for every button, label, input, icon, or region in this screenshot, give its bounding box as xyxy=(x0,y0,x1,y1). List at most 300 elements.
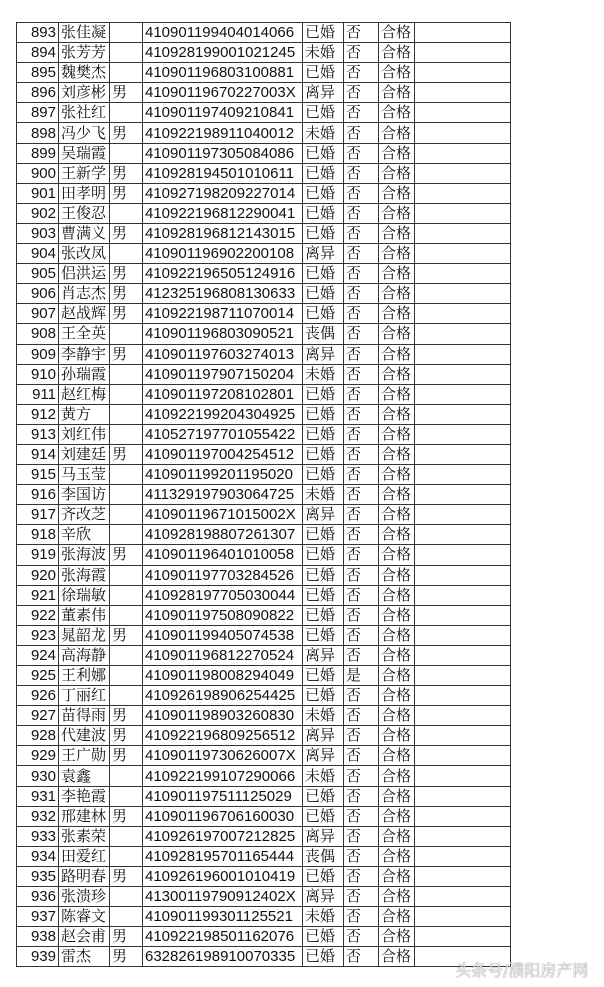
remark-cell xyxy=(415,766,511,786)
name-cell: 高海静 xyxy=(59,645,110,665)
table-row xyxy=(17,103,511,123)
id-number-cell: 410901197208102801 xyxy=(143,384,303,404)
row-number: 923 xyxy=(17,625,59,645)
name-cell: 陈睿文 xyxy=(59,907,110,927)
gender-cell xyxy=(110,585,143,605)
name-cell: 张海波 xyxy=(59,545,110,565)
marital-status-cell: 已婚 xyxy=(303,525,344,545)
row-number: 939 xyxy=(17,947,59,967)
flag-cell: 否 xyxy=(344,304,379,324)
row-number: 912 xyxy=(17,404,59,424)
table-row xyxy=(17,645,511,665)
name-cell: 邢建林 xyxy=(59,806,110,826)
result-cell: 合格 xyxy=(379,706,415,726)
table-row xyxy=(17,826,511,846)
id-number-cell: 410928198807261307 xyxy=(143,525,303,545)
marital-status-cell: 已婚 xyxy=(303,444,344,464)
flag-cell: 否 xyxy=(344,846,379,866)
gender-cell: 男 xyxy=(110,746,143,766)
result-cell: 合格 xyxy=(379,244,415,264)
marital-status-cell: 已婚 xyxy=(303,786,344,806)
name-cell: 赵战辉 xyxy=(59,304,110,324)
row-number: 921 xyxy=(17,585,59,605)
flag-cell: 否 xyxy=(344,404,379,424)
gender-cell xyxy=(110,424,143,444)
marital-status-cell: 离异 xyxy=(303,887,344,907)
marital-status-cell: 已婚 xyxy=(303,806,344,826)
remark-cell xyxy=(415,465,511,485)
gender-cell: 男 xyxy=(110,123,143,143)
id-number-cell: 41090119730626007X xyxy=(143,746,303,766)
gender-cell xyxy=(110,203,143,223)
result-cell: 合格 xyxy=(379,545,415,565)
result-cell: 合格 xyxy=(379,585,415,605)
remark-cell xyxy=(415,585,511,605)
marital-status-cell: 未婚 xyxy=(303,766,344,786)
table-row xyxy=(17,485,511,505)
flag-cell: 否 xyxy=(344,324,379,344)
flag-cell: 否 xyxy=(344,103,379,123)
gender-cell xyxy=(110,63,143,83)
table-row xyxy=(17,866,511,886)
marital-status-cell: 已婚 xyxy=(303,545,344,565)
remark-cell xyxy=(415,666,511,686)
row-number: 920 xyxy=(17,565,59,585)
result-cell: 合格 xyxy=(379,786,415,806)
name-cell: 黄方 xyxy=(59,404,110,424)
row-number: 895 xyxy=(17,63,59,83)
id-number-cell: 410928199001021245 xyxy=(143,43,303,63)
id-number-cell: 410527197701055422 xyxy=(143,424,303,444)
table-row xyxy=(17,746,511,766)
row-number: 898 xyxy=(17,123,59,143)
id-number-cell: 410928195701165444 xyxy=(143,846,303,866)
gender-cell xyxy=(110,324,143,344)
name-cell: 李艳霞 xyxy=(59,786,110,806)
id-number-cell: 410901196706160030 xyxy=(143,806,303,826)
result-cell: 合格 xyxy=(379,605,415,625)
gender-cell: 男 xyxy=(110,545,143,565)
result-cell: 合格 xyxy=(379,485,415,505)
flag-cell: 否 xyxy=(344,465,379,485)
row-number: 933 xyxy=(17,826,59,846)
result-cell: 合格 xyxy=(379,23,415,43)
name-cell: 晁韶龙 xyxy=(59,625,110,645)
gender-cell xyxy=(110,404,143,424)
flag-cell: 否 xyxy=(344,786,379,806)
flag-cell: 否 xyxy=(344,364,379,384)
remark-cell xyxy=(415,866,511,886)
applicant-table xyxy=(16,22,511,967)
result-cell: 合格 xyxy=(379,123,415,143)
gender-cell: 男 xyxy=(110,304,143,324)
gender-cell xyxy=(110,565,143,585)
table-row xyxy=(17,846,511,866)
table-row xyxy=(17,625,511,645)
name-cell: 冯少飞 xyxy=(59,123,110,143)
marital-status-cell: 未婚 xyxy=(303,364,344,384)
gender-cell xyxy=(110,525,143,545)
result-cell: 合格 xyxy=(379,887,415,907)
remark-cell xyxy=(415,103,511,123)
result-cell: 合格 xyxy=(379,424,415,444)
remark-cell xyxy=(415,163,511,183)
name-cell: 苗得雨 xyxy=(59,706,110,726)
marital-status-cell: 已婚 xyxy=(303,927,344,947)
marital-status-cell: 未婚 xyxy=(303,907,344,927)
row-number: 905 xyxy=(17,264,59,284)
flag-cell: 否 xyxy=(344,444,379,464)
remark-cell xyxy=(415,645,511,665)
table-row xyxy=(17,264,511,284)
marital-status-cell: 离异 xyxy=(303,826,344,846)
remark-cell xyxy=(415,284,511,304)
table-row xyxy=(17,706,511,726)
id-number-cell: 410922199204304925 xyxy=(143,404,303,424)
name-cell: 张改凤 xyxy=(59,244,110,264)
table-row xyxy=(17,505,511,525)
name-cell: 曹满义 xyxy=(59,223,110,243)
row-number: 901 xyxy=(17,183,59,203)
marital-status-cell: 已婚 xyxy=(303,203,344,223)
applicant-table-body xyxy=(17,23,511,967)
table-row xyxy=(17,203,511,223)
name-cell: 张社红 xyxy=(59,103,110,123)
id-number-cell: 410926196001010419 xyxy=(143,866,303,886)
flag-cell: 否 xyxy=(344,163,379,183)
gender-cell xyxy=(110,907,143,927)
id-number-cell: 410901197511125029 xyxy=(143,786,303,806)
flag-cell: 否 xyxy=(344,645,379,665)
result-cell: 合格 xyxy=(379,304,415,324)
name-cell: 张素荣 xyxy=(59,826,110,846)
table-row xyxy=(17,766,511,786)
table-row xyxy=(17,666,511,686)
row-number: 935 xyxy=(17,866,59,886)
table-row xyxy=(17,726,511,746)
name-cell: 孙瑞霞 xyxy=(59,364,110,384)
result-cell: 合格 xyxy=(379,284,415,304)
flag-cell: 否 xyxy=(344,525,379,545)
result-cell: 合格 xyxy=(379,525,415,545)
flag-cell: 否 xyxy=(344,565,379,585)
result-cell: 合格 xyxy=(379,726,415,746)
result-cell: 合格 xyxy=(379,324,415,344)
row-number: 936 xyxy=(17,887,59,907)
gender-cell: 男 xyxy=(110,284,143,304)
remark-cell xyxy=(415,143,511,163)
row-number: 915 xyxy=(17,465,59,485)
row-number: 909 xyxy=(17,344,59,364)
flag-cell: 否 xyxy=(344,344,379,364)
name-cell: 赵红梅 xyxy=(59,384,110,404)
table-row xyxy=(17,927,511,947)
result-cell: 合格 xyxy=(379,223,415,243)
flag-cell: 否 xyxy=(344,485,379,505)
remark-cell xyxy=(415,23,511,43)
flag-cell: 否 xyxy=(344,585,379,605)
result-cell: 合格 xyxy=(379,826,415,846)
marital-status-cell: 未婚 xyxy=(303,43,344,63)
id-number-cell: 412325196808130633 xyxy=(143,284,303,304)
gender-cell: 男 xyxy=(110,625,143,645)
table-row xyxy=(17,163,511,183)
gender-cell: 男 xyxy=(110,866,143,886)
gender-cell xyxy=(110,505,143,525)
marital-status-cell: 已婚 xyxy=(303,23,344,43)
flag-cell: 是 xyxy=(344,666,379,686)
remark-cell xyxy=(415,565,511,585)
marital-status-cell: 丧偶 xyxy=(303,846,344,866)
remark-cell xyxy=(415,746,511,766)
marital-status-cell: 未婚 xyxy=(303,485,344,505)
remark-cell xyxy=(415,907,511,927)
gender-cell xyxy=(110,384,143,404)
id-number-cell: 410901197603274013 xyxy=(143,344,303,364)
id-number-cell: 41300119790912402X xyxy=(143,887,303,907)
row-number: 922 xyxy=(17,605,59,625)
table-row xyxy=(17,324,511,344)
marital-status-cell: 已婚 xyxy=(303,565,344,585)
result-cell: 合格 xyxy=(379,83,415,103)
row-number: 934 xyxy=(17,846,59,866)
table-row xyxy=(17,404,511,424)
table-row xyxy=(17,686,511,706)
marital-status-cell: 离异 xyxy=(303,244,344,264)
id-number-cell: 410901197409210841 xyxy=(143,103,303,123)
name-cell: 张芳芳 xyxy=(59,43,110,63)
flag-cell: 否 xyxy=(344,123,379,143)
result-cell: 合格 xyxy=(379,686,415,706)
name-cell: 雷杰 xyxy=(59,947,110,967)
table-row xyxy=(17,907,511,927)
row-number: 917 xyxy=(17,505,59,525)
id-number-cell: 410928194501010611 xyxy=(143,163,303,183)
gender-cell xyxy=(110,43,143,63)
remark-cell xyxy=(415,444,511,464)
table-row xyxy=(17,806,511,826)
name-cell: 肖志杰 xyxy=(59,284,110,304)
row-number: 902 xyxy=(17,203,59,223)
name-cell: 张溃珍 xyxy=(59,887,110,907)
flag-cell: 否 xyxy=(344,887,379,907)
name-cell: 魏樊杰 xyxy=(59,63,110,83)
flag-cell: 否 xyxy=(344,686,379,706)
flag-cell: 否 xyxy=(344,384,379,404)
table-row xyxy=(17,545,511,565)
marital-status-cell: 已婚 xyxy=(303,183,344,203)
marital-status-cell: 离异 xyxy=(303,746,344,766)
table-row xyxy=(17,525,511,545)
id-number-cell: 632826198910070335 xyxy=(143,947,303,967)
id-number-cell: 410901197907150204 xyxy=(143,364,303,384)
remark-cell xyxy=(415,706,511,726)
result-cell: 合格 xyxy=(379,203,415,223)
gender-cell xyxy=(110,23,143,43)
flag-cell: 否 xyxy=(344,605,379,625)
remark-cell xyxy=(415,424,511,444)
name-cell: 刘红伟 xyxy=(59,424,110,444)
flag-cell: 否 xyxy=(344,143,379,163)
marital-status-cell: 已婚 xyxy=(303,625,344,645)
remark-cell xyxy=(415,364,511,384)
remark-cell xyxy=(415,344,511,364)
marital-status-cell: 已婚 xyxy=(303,143,344,163)
name-cell: 刘彦彬 xyxy=(59,83,110,103)
table-row xyxy=(17,143,511,163)
row-number: 906 xyxy=(17,284,59,304)
result-cell: 合格 xyxy=(379,143,415,163)
id-number-cell: 410928196812143015 xyxy=(143,223,303,243)
table-row xyxy=(17,424,511,444)
marital-status-cell: 已婚 xyxy=(303,284,344,304)
gender-cell xyxy=(110,826,143,846)
id-number-cell: 410901196812270524 xyxy=(143,645,303,665)
flag-cell: 否 xyxy=(344,23,379,43)
marital-status-cell: 已婚 xyxy=(303,304,344,324)
gender-cell: 男 xyxy=(110,726,143,746)
table-row xyxy=(17,183,511,203)
marital-status-cell: 已婚 xyxy=(303,163,344,183)
name-cell: 侣洪运 xyxy=(59,264,110,284)
flag-cell: 否 xyxy=(344,746,379,766)
id-number-cell: 410922196812290041 xyxy=(143,203,303,223)
row-number: 928 xyxy=(17,726,59,746)
id-number-cell: 410922198911040012 xyxy=(143,123,303,143)
result-cell: 合格 xyxy=(379,947,415,967)
remark-cell xyxy=(415,887,511,907)
remark-cell xyxy=(415,505,511,525)
row-number: 900 xyxy=(17,163,59,183)
row-number: 916 xyxy=(17,485,59,505)
name-cell: 王俊忍 xyxy=(59,203,110,223)
row-number: 918 xyxy=(17,525,59,545)
flag-cell: 否 xyxy=(344,806,379,826)
id-number-cell: 410928197705030044 xyxy=(143,585,303,605)
remark-cell xyxy=(415,927,511,947)
table-row xyxy=(17,83,511,103)
result-cell: 合格 xyxy=(379,344,415,364)
remark-cell xyxy=(415,846,511,866)
row-number: 908 xyxy=(17,324,59,344)
table-row xyxy=(17,344,511,364)
id-number-cell: 410901199201195020 xyxy=(143,465,303,485)
name-cell: 齐改芝 xyxy=(59,505,110,525)
name-cell: 王利娜 xyxy=(59,666,110,686)
gender-cell xyxy=(110,686,143,706)
gender-cell: 男 xyxy=(110,344,143,364)
flag-cell: 否 xyxy=(344,866,379,886)
table-row xyxy=(17,565,511,585)
row-number: 896 xyxy=(17,83,59,103)
row-number: 927 xyxy=(17,706,59,726)
name-cell: 马玉莹 xyxy=(59,465,110,485)
flag-cell: 否 xyxy=(344,43,379,63)
gender-cell xyxy=(110,364,143,384)
row-number: 899 xyxy=(17,143,59,163)
flag-cell: 否 xyxy=(344,83,379,103)
id-number-cell: 410922198501162076 xyxy=(143,927,303,947)
id-number-cell: 410927198209227014 xyxy=(143,183,303,203)
remark-cell xyxy=(415,485,511,505)
table-row xyxy=(17,605,511,625)
id-number-cell: 410901199404014066 xyxy=(143,23,303,43)
row-number: 938 xyxy=(17,927,59,947)
row-number: 929 xyxy=(17,746,59,766)
table-row xyxy=(17,244,511,264)
remark-cell xyxy=(415,304,511,324)
result-cell: 合格 xyxy=(379,465,415,485)
id-number-cell: 410901197305084086 xyxy=(143,143,303,163)
id-number-cell: 410901199301125521 xyxy=(143,907,303,927)
name-cell: 王广勋 xyxy=(59,746,110,766)
marital-status-cell: 已婚 xyxy=(303,63,344,83)
gender-cell: 男 xyxy=(110,264,143,284)
id-number-cell: 410926198906254425 xyxy=(143,686,303,706)
gender-cell xyxy=(110,846,143,866)
table-row xyxy=(17,947,511,967)
gender-cell: 男 xyxy=(110,83,143,103)
table-row xyxy=(17,63,511,83)
remark-cell xyxy=(415,384,511,404)
marital-status-cell: 已婚 xyxy=(303,605,344,625)
remark-cell xyxy=(415,324,511,344)
row-number: 903 xyxy=(17,223,59,243)
flag-cell: 否 xyxy=(344,927,379,947)
result-cell: 合格 xyxy=(379,927,415,947)
result-cell: 合格 xyxy=(379,183,415,203)
marital-status-cell: 已婚 xyxy=(303,223,344,243)
gender-cell xyxy=(110,143,143,163)
gender-cell: 男 xyxy=(110,183,143,203)
name-cell: 代建波 xyxy=(59,726,110,746)
table-row xyxy=(17,585,511,605)
result-cell: 合格 xyxy=(379,746,415,766)
gender-cell: 男 xyxy=(110,806,143,826)
flag-cell: 否 xyxy=(344,625,379,645)
row-number: 937 xyxy=(17,907,59,927)
row-number: 910 xyxy=(17,364,59,384)
remark-cell xyxy=(415,63,511,83)
name-cell: 李国访 xyxy=(59,485,110,505)
result-cell: 合格 xyxy=(379,43,415,63)
flag-cell: 否 xyxy=(344,947,379,967)
flag-cell: 否 xyxy=(344,766,379,786)
remark-cell xyxy=(415,605,511,625)
id-number-cell: 41090119671015002X xyxy=(143,505,303,525)
row-number: 913 xyxy=(17,424,59,444)
flag-cell: 否 xyxy=(344,424,379,444)
name-cell: 田爱红 xyxy=(59,846,110,866)
marital-status-cell: 丧偶 xyxy=(303,324,344,344)
marital-status-cell: 已婚 xyxy=(303,424,344,444)
table-row xyxy=(17,23,511,43)
id-number-cell: 410901197703284526 xyxy=(143,565,303,585)
gender-cell xyxy=(110,887,143,907)
row-number: 914 xyxy=(17,444,59,464)
row-number: 911 xyxy=(17,384,59,404)
row-number: 904 xyxy=(17,244,59,264)
marital-status-cell: 已婚 xyxy=(303,866,344,886)
flag-cell: 否 xyxy=(344,284,379,304)
remark-cell xyxy=(415,203,511,223)
result-cell: 合格 xyxy=(379,806,415,826)
flag-cell: 否 xyxy=(344,545,379,565)
flag-cell: 否 xyxy=(344,264,379,284)
name-cell: 田孝明 xyxy=(59,183,110,203)
name-cell: 丁丽红 xyxy=(59,686,110,706)
gender-cell xyxy=(110,465,143,485)
